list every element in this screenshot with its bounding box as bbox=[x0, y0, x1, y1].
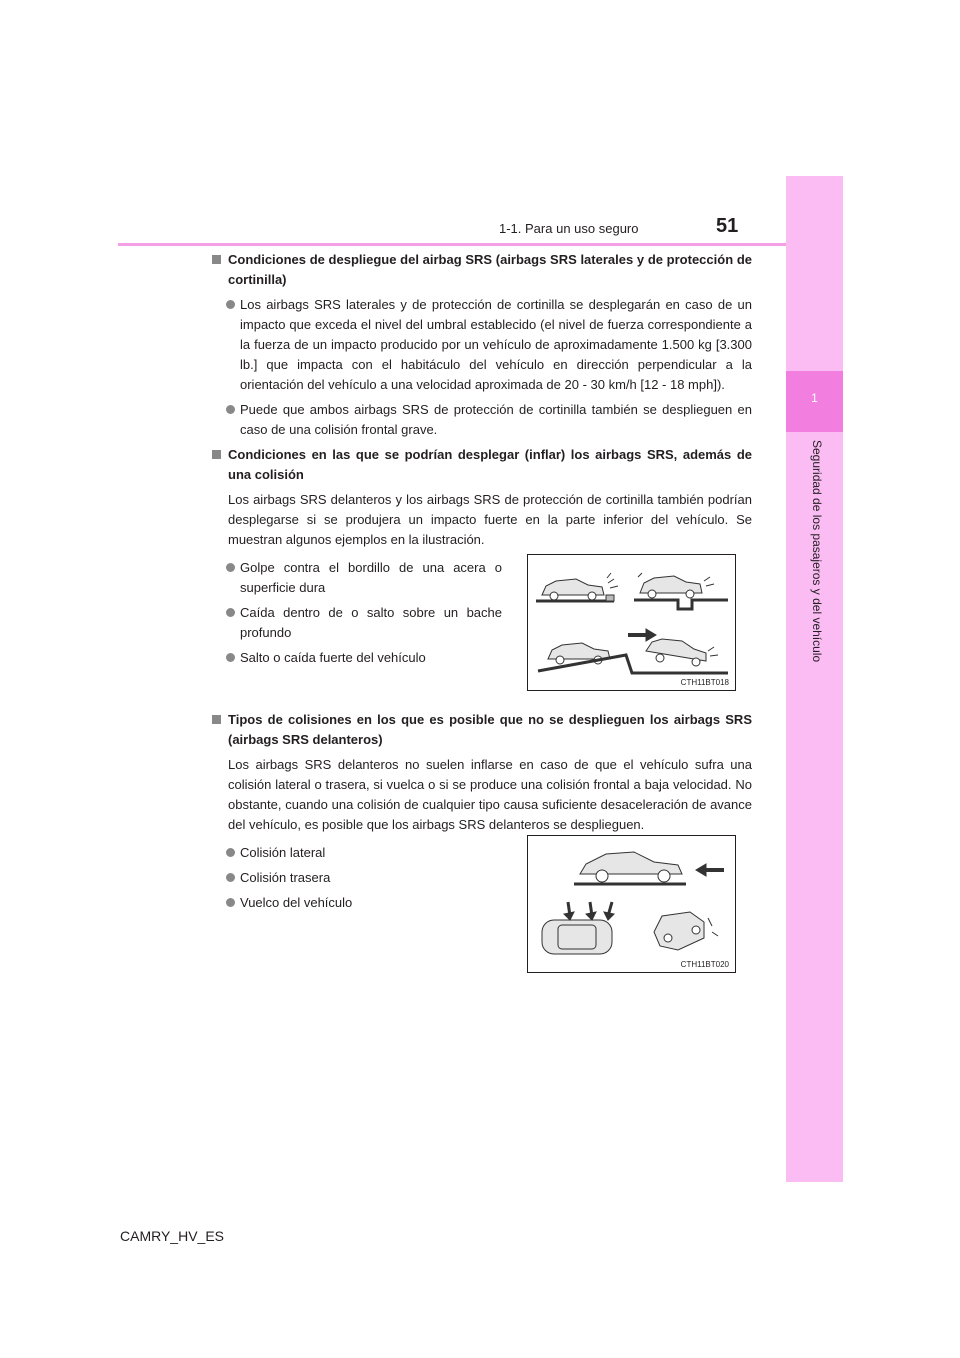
list-item: Salto o caída fuerte del vehículo bbox=[212, 648, 502, 668]
square-bullet-icon bbox=[212, 450, 221, 459]
square-bullet-icon bbox=[212, 255, 221, 264]
illustrated-list bbox=[212, 556, 752, 706]
figure-code: CTH11BT018 bbox=[680, 678, 729, 687]
circle-bullet-icon bbox=[226, 563, 235, 572]
circle-bullet-icon bbox=[226, 300, 235, 309]
list-item: Los airbags SRS laterales y de protección de cortinilla se desplegarán en caso de un impacto que exceda el nivel del umbral establecido (el nivel de fuerza correspondiente a la fuerza de un impacto producido por un vehículo de aproximadamente 1.500 kg [3.300 lb.] que impacta con el habitáculo del vehículo en dirección perpendicular a la orientación del vehículo a una velocidad aproximada de 20 - 30 km/h [12 - 18 mph]). bbox=[212, 295, 752, 395]
list-item: Golpe contra el bordillo de una acera o superficie dura bbox=[212, 558, 502, 598]
section-title: 1-1. Para un uso seguro bbox=[499, 221, 639, 236]
illustrated-list bbox=[212, 841, 752, 991]
chapter-title: Seguridad de los pasajeros y del vehículo bbox=[810, 440, 824, 663]
circle-bullet-icon bbox=[226, 405, 235, 414]
circle-bullet-icon bbox=[226, 608, 235, 617]
circle-bullet-icon bbox=[226, 898, 235, 907]
list-item: Caída dentro de o salto sobre un bache profundo bbox=[212, 603, 502, 643]
collision-illustration bbox=[527, 835, 736, 973]
list-item: Puede que ambos airbags SRS de protección de cortinilla también se desplieguen en caso de una colisión frontal grave. bbox=[212, 400, 752, 440]
list-item: Colisión trasera bbox=[212, 868, 492, 888]
section-heading: Condiciones en las que se podrían desplegar (inflar) los airbags SRS, además de una colisión bbox=[212, 445, 752, 485]
circle-bullet-icon bbox=[226, 653, 235, 662]
page-content bbox=[212, 250, 752, 991]
square-bullet-icon bbox=[212, 715, 221, 724]
car-collision-icon bbox=[528, 836, 735, 972]
header-rule bbox=[118, 243, 786, 246]
impact-illustration bbox=[527, 554, 736, 691]
circle-bullet-icon bbox=[226, 873, 235, 882]
model-code: CAMRY_HV_ES bbox=[120, 1228, 225, 1244]
paragraph: Los airbags SRS delanteros no suelen inflarse en caso de que el vehículo sufra una colisión lateral o trasera, si vuelca o si se produce una colisión frontal a baja velocidad. No obstante, cuando una colisión de cualquier tipo causa suficiente desaceleración de avance del vehículo, es posible que los airbags SRS delanteros se desplieguen. bbox=[228, 757, 752, 832]
list-item: Colisión lateral bbox=[212, 843, 492, 863]
chapter-number: 1 bbox=[811, 391, 818, 405]
list-item: Vuelco del vehículo bbox=[212, 893, 492, 913]
car-impact-icon bbox=[528, 555, 735, 690]
section-heading: Tipos de colisiones en los que es posible que no se desplieguen los airbags SRS (airbags SRS delanteros) bbox=[212, 710, 752, 750]
figure-code: CTH11BT020 bbox=[680, 960, 729, 969]
circle-bullet-icon bbox=[226, 848, 235, 857]
paragraph: Los airbags SRS delanteros y los airbags SRS de protección de cortinilla también podrían desplegarse si se produjera un impacto fuerte en la parte inferior del vehículo. Se muestran algunos ejemplos en la ilustración. bbox=[228, 492, 752, 547]
section-heading: Condiciones de despliegue del airbag SRS (airbags SRS laterales y de protección de cortinilla) bbox=[212, 250, 752, 290]
page-number: 51 bbox=[716, 215, 739, 237]
